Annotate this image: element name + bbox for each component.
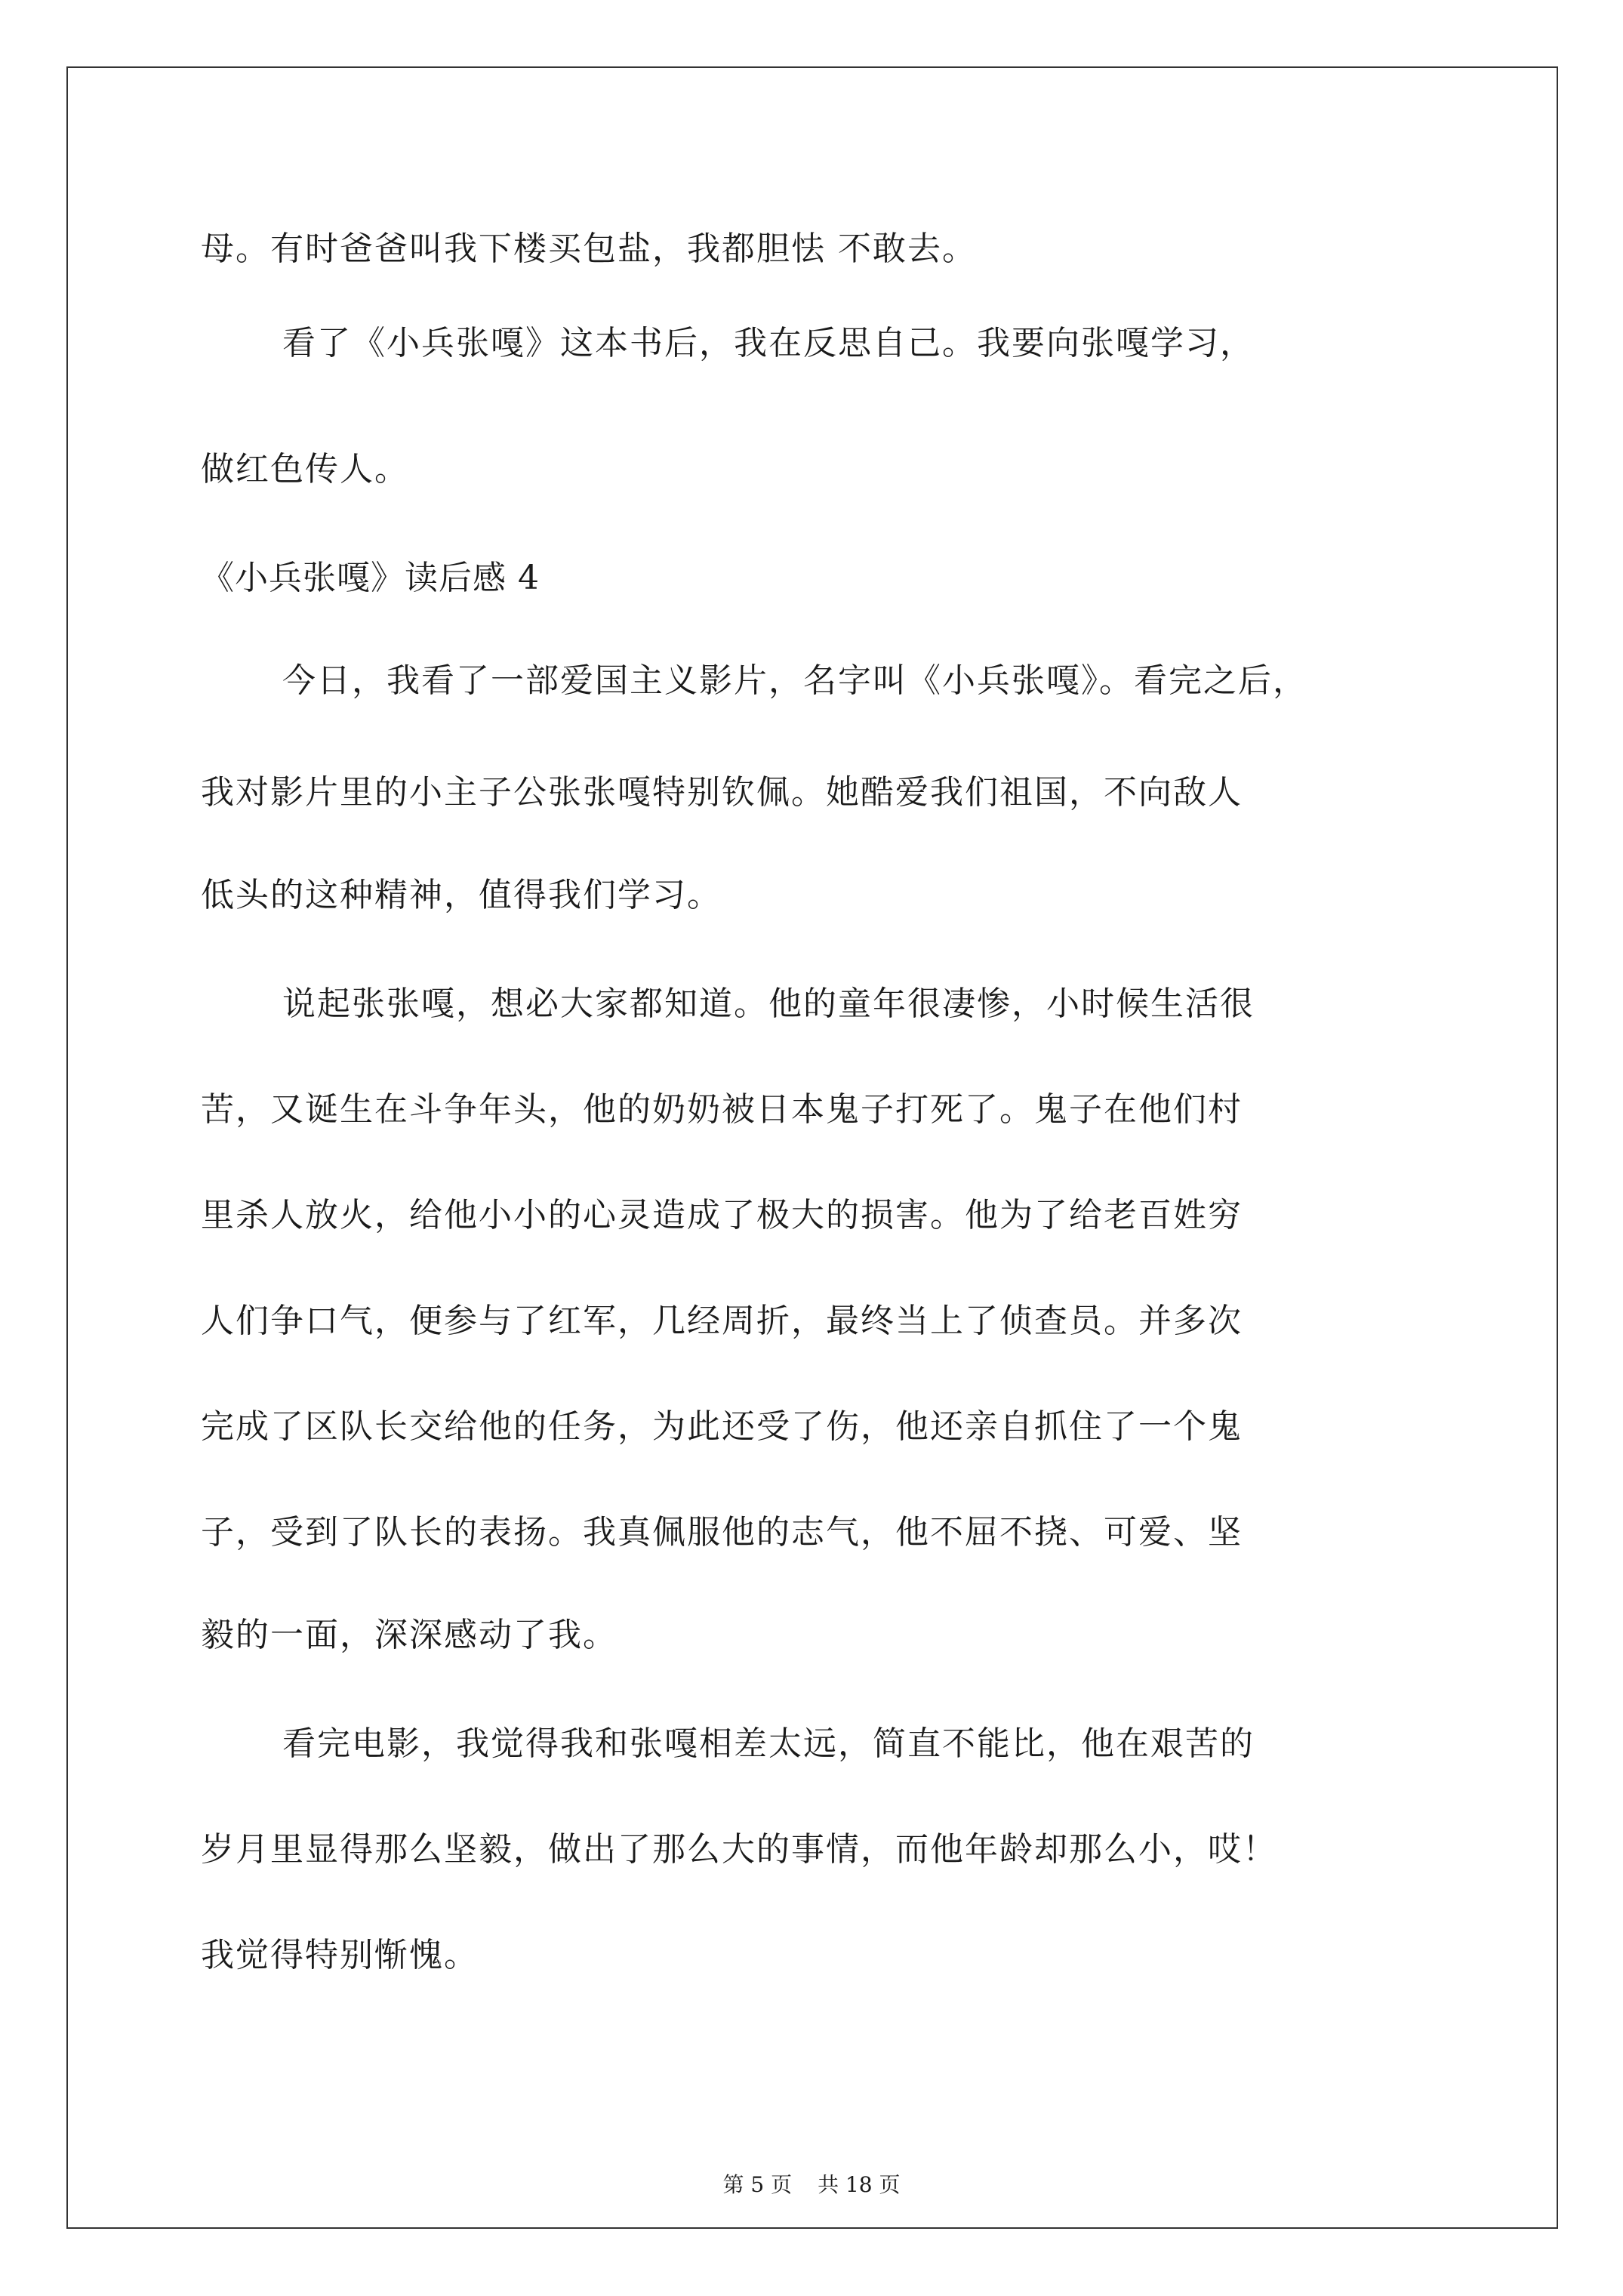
text-line: 看完电影，我觉得我和张嘎相差太远，简直不能比，他在艰苦的 [282,1724,1255,1763]
text-line: 完成了区队长交给他的任务，为此还受了伤，他还亲自抓住了一个鬼 [201,1407,1243,1446]
section-heading: 《小兵张嘎》读后感 4 [201,559,540,597]
text-line: 岁月里显得那么坚毅，做出了那么大的事情，而他年龄却那么小，哎！ [201,1830,1277,1869]
text-line: 今日，我看了一部爱国主义影片，名字叫《小兵张嘎》。看完之后， [282,661,1307,700]
text-line: 子，受到了队长的表扬。我真佩服他的志气，他不屈不挠、可爱、坚 [201,1513,1243,1552]
text-line: 说起张张嘎，想必大家都知道。他的童年很凄惨，小时候生活很 [282,985,1255,1023]
page-number: 第 5 页 [722,2172,793,2197]
text-line: 毅的一面，深深感动了我。 [201,1616,617,1654]
page-border [66,66,1558,2229]
text-line: 里杀人放火，给他小小的心灵造成了极大的损害。他为了给老百姓穷 [201,1196,1243,1234]
text-line: 低头的这种精神，值得我们学习。 [201,876,722,914]
page-total: 共 18 页 [818,2172,901,2197]
text-line: 苦，又诞生在斗争年头，他的奶奶被日本鬼子打死了。鬼子在他们村 [201,1090,1243,1129]
text-line: 人们争口气，便参与了红军，几经周折，最终当上了侦查员。并多次 [201,1302,1243,1340]
text-line: 我觉得特别惭愧。 [201,1936,479,1974]
text-line: 做红色传人。 [201,450,409,488]
text-line: 看了《小兵张嘎》这本书后，我在反思自己。我要向张嘎学习， [282,324,1255,362]
page-footer [0,2171,1623,2199]
text-line: 母。有时爸爸叫我下楼买包盐，我都胆怯 不敢去。 [201,230,977,268]
text-line: 我对影片里的小主子公张张嘎特别钦佩。她酷爱我们祖国，不向敌人 [201,773,1243,812]
